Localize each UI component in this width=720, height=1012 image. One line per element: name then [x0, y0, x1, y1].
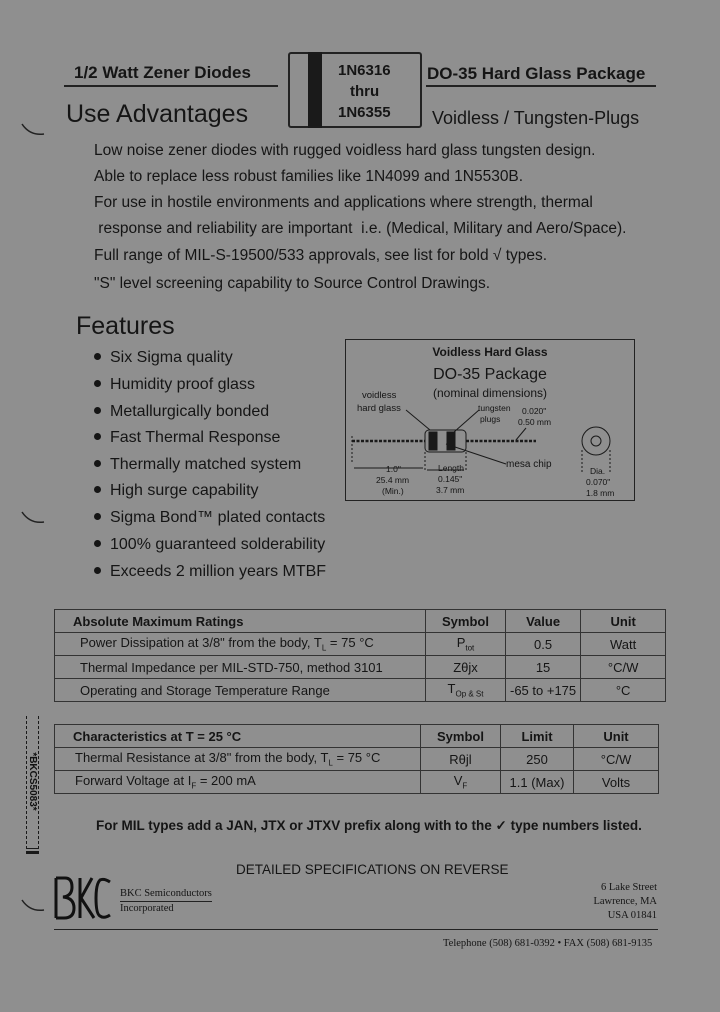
leader-hard-glass — [406, 410, 430, 430]
ratings-table — [54, 609, 666, 702]
value-cell: 15 — [506, 656, 581, 679]
company-logo — [52, 874, 112, 922]
lead-diameter-mm: 0.50 mm — [518, 417, 552, 427]
param-cell: Forward Voltage at $I_F = 200$ mA — [55, 771, 421, 794]
symbol-cell: Rθjl — [421, 748, 501, 771]
package-note: (nominal dimensions) — [432, 386, 548, 400]
tungsten-plug-left — [429, 432, 437, 450]
body-length-in: 0.145" — [438, 474, 463, 484]
features-heading: Features — [76, 312, 175, 340]
phone-fax: Telephone (508) 681-0392 • FAX (508) 681-9135 — [443, 938, 653, 949]
company-rule — [120, 901, 212, 902]
lead-diameter-in: 0.020" — [522, 406, 547, 416]
end-view-inner — [591, 436, 601, 446]
bkc-logo-icon — [52, 874, 112, 922]
package-drawing — [346, 340, 634, 500]
table-header-row — [55, 610, 666, 633]
header-rule-left — [64, 85, 278, 87]
bullet-icon — [94, 486, 101, 493]
package-title: Voidless Hard Glass — [432, 345, 548, 359]
label-voidless: voidless — [362, 390, 397, 401]
mil-note: For MIL types add a JAN, JTX or JTXV prefix along with to the ✓ type numbers listed. — [96, 818, 642, 833]
part-from: 1N6316 — [338, 62, 391, 79]
feature-item: Thermally matched system — [94, 456, 301, 474]
package-diagram-box — [345, 339, 635, 501]
advantage-line: For use in hostile environments and applications where strength, thermal — [94, 194, 593, 211]
side-strip — [26, 716, 39, 856]
feature-item: Humidity proof glass — [94, 376, 255, 394]
tungsten-plug-right — [447, 432, 455, 450]
label-tungsten: tungsten — [478, 403, 511, 413]
symbol-cell: $V_F$ — [421, 771, 501, 794]
leader-lead-dia — [516, 428, 526, 440]
company-incorporated: Incorporated — [120, 903, 174, 914]
side-code: *BKCS5083* — [27, 715, 38, 848]
column-header: Unit — [581, 610, 666, 633]
column-header: Value — [506, 610, 581, 633]
address-line: USA 01841 — [607, 910, 657, 921]
feature-item: Fast Thermal Response — [94, 429, 280, 447]
address-line: Lawrence, MA — [593, 896, 657, 907]
advantage-line: Able to replace less robust families like 1N4099 and 1N5530B. — [94, 168, 524, 185]
unit-cell: Volts — [574, 771, 659, 794]
company-name: BKC Semiconductors — [120, 888, 212, 899]
param-cell: Thermal Impedance per MIL-STD-750, method 3101 — [55, 656, 426, 679]
value-cell: 250 — [501, 748, 574, 771]
feature-item: Metallurgically bonded — [94, 403, 269, 421]
diode-band — [308, 52, 322, 128]
unit-cell: Watt — [581, 633, 666, 656]
bullet-icon — [94, 540, 101, 547]
value-cell: 0.5 — [506, 633, 581, 656]
label-hard-glass: hard glass — [357, 403, 401, 414]
table-header-row — [55, 725, 659, 748]
body-length-label: Length — [438, 463, 464, 473]
table-row — [55, 679, 666, 702]
hole-mark-3 — [20, 898, 46, 914]
unit-cell: °C/W — [574, 748, 659, 771]
feature-item: Exceeds 2 million years MTBF — [94, 563, 326, 581]
bullet-icon — [94, 460, 101, 467]
value-cell: -65 to +175 — [506, 679, 581, 702]
footer-rule — [54, 929, 658, 930]
value-cell: 1.1 (Max) — [501, 771, 574, 794]
table-row — [55, 633, 666, 656]
param-cell: Operating and Storage Temperature Range — [55, 679, 426, 702]
part-number-box — [288, 52, 422, 128]
body-diameter-in: 0.070" — [586, 477, 611, 487]
leader-tungsten — [454, 410, 479, 432]
feature-item: 100% guaranteed solderability — [94, 536, 325, 554]
feature-item: High surge capability — [94, 482, 259, 500]
body-diameter-label: Dia. — [590, 466, 606, 476]
body-diameter-mm: 1.8 mm — [586, 488, 615, 498]
advantage-line: response and reliability are important i.e. (Medical, Military and Aero/Space). — [94, 220, 627, 237]
lead-length-mm: 25.4 mm — [376, 475, 410, 485]
address-line: 6 Lake Street — [601, 882, 657, 893]
unit-cell: °C/W — [581, 656, 666, 679]
column-header: Absolute Maximum Ratings — [55, 610, 426, 633]
table-row — [55, 771, 659, 794]
table-row — [55, 656, 666, 679]
table-row — [55, 748, 659, 771]
bullet-icon — [94, 513, 101, 520]
bullet-icon — [94, 433, 101, 440]
bullet-icon — [94, 353, 101, 360]
advantages-heading: Use Advantages — [66, 100, 249, 128]
bullet-icon — [94, 380, 101, 387]
hole-mark-1 — [20, 122, 46, 138]
mesa-chip-label: mesa chip — [506, 459, 552, 470]
header-right-title: DO-35 Hard Glass Package — [427, 64, 646, 83]
part-thru: thru — [350, 83, 380, 100]
package-name: DO-35 Package — [433, 366, 547, 383]
part-to: 1N6355 — [338, 104, 391, 121]
lead-length-min: (Min.) — [382, 486, 404, 496]
header-left-title: 1/2 Watt Zener Diodes — [74, 63, 251, 82]
body-length-mm: 3.7 mm — [436, 485, 465, 495]
column-header: Symbol — [421, 725, 501, 748]
feature-item: Sigma Bond™ plated contacts — [94, 509, 325, 527]
hole-mark-2 — [20, 510, 46, 526]
label-plugs: plugs — [480, 414, 501, 424]
reverse-note: DETAILED SPECIFICATIONS ON REVERSE — [236, 862, 509, 877]
advantage-line: Low noise zener diodes with rugged voidless hard glass tungsten design. — [94, 142, 596, 159]
symbol-cell: $T_{Op \& St}$ — [426, 679, 506, 702]
column-header: Characteristics at T = 25 °C — [55, 725, 421, 748]
bullet-icon — [94, 407, 101, 414]
symbol-cell: Zθjx — [426, 656, 506, 679]
column-header: Unit — [574, 725, 659, 748]
leader-mesa — [446, 444, 506, 464]
advantage-line: "S" level screening capability to Source Control Drawings. — [94, 275, 491, 292]
param-cell: Thermal Resistance at 3/8" from the body, $T_L = 75$ °C — [55, 748, 421, 771]
advantage-line: Full range of MIL-S-19500/533 approvals, see list for bold √ types. — [94, 247, 548, 264]
column-header: Symbol — [426, 610, 506, 633]
unit-cell: °C — [581, 679, 666, 702]
symbol-cell: $P_{tot}$ — [426, 633, 506, 656]
feature-item: Six Sigma quality — [94, 349, 233, 367]
characteristics-table — [54, 724, 659, 794]
bullet-icon — [94, 567, 101, 574]
param-cell: Power Dissipation at 3/8" from the body, $T_L = 75$ °C — [55, 633, 426, 656]
column-header: Limit — [501, 725, 574, 748]
header-rule-right — [426, 85, 656, 87]
lead-length-in: 1.0" — [386, 464, 401, 474]
header-subtitle: Voidless / Tungsten-Plugs — [432, 108, 640, 128]
end-view-outer — [582, 427, 610, 455]
